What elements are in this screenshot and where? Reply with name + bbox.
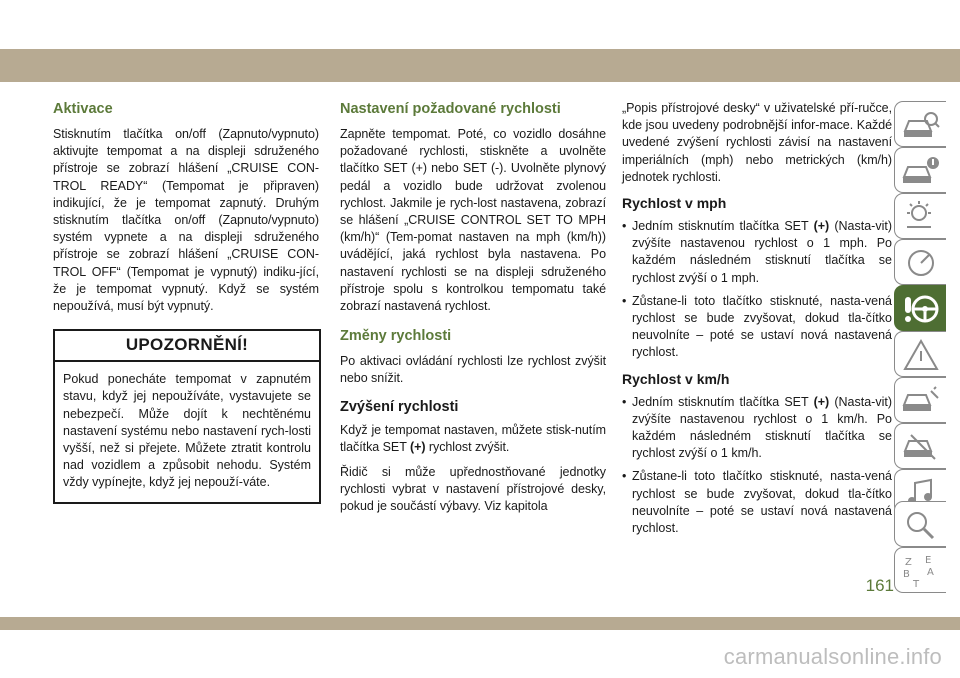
plus-label: (+)	[813, 219, 830, 234]
heading-activation: Aktivace	[53, 101, 113, 117]
tab-language-index[interactable]	[894, 547, 946, 593]
bullet: •	[622, 394, 627, 409]
page-number: 161	[865, 576, 894, 595]
text-run: Jedním stisknutím tlačítka SET	[632, 394, 814, 409]
text-run: Když je tempomat nastaven, můžete stisk-nutím tlačítka SET	[340, 422, 606, 454]
column-2	[340, 100, 606, 524]
list-item	[622, 293, 892, 362]
warning-text: Pokud ponecháte tempomat v zapnutém stavu, když jej nepoužíváte, vystavujete se nebezpečí. Může dojít k nechtěnému nastavení systému nebo nastavení rych-losti vyšší, než si přejete. Můžete ztratit kontrolu nad vozidlem a způsobit nehodu. Systém vždy vypínejte, když jej nepouží-váte.	[63, 372, 311, 490]
car-service-icon	[901, 383, 941, 419]
list-item	[622, 394, 892, 463]
car-info-icon	[901, 153, 941, 189]
bullet: •	[622, 293, 627, 308]
watermark: carmanualsonline.info	[723, 644, 942, 669]
list-item	[622, 468, 892, 537]
tab-warning-lights[interactable]	[894, 193, 946, 239]
activation-paragraph: Stisknutím tlačítka on/off (Zapnuto/vypnuto) aktivujte tempomat a na displeji sdruženého přístroje se zobrazí hlášení „CRUISE CON-TROL READY“ (Tempomat je připraven) indikující, že je tempomat zapnutý. Druhým stisknutím tlačítka on/off (Zapnuto/vypnuto) systém vypnete a na displeji sdruženého přístroje se zobrazí hlášení „CRUISE CON-TROL OFF“ (Tempomat je vypnutý) indiku-jící, že je tempomat vypnutý. Když se systém nepoužívá, musí být vypnutý.	[53, 127, 319, 314]
mph-list	[622, 218, 892, 362]
text-run: (Nasta-vit) zvýšíte nastavenou rychlost o 1 km/h. Po každém následném stisknutí tlačítka se rychlost zvýší o 1 km/h.	[632, 394, 892, 461]
tab-car-search[interactable]	[894, 101, 946, 147]
tab-car-service[interactable]	[894, 377, 946, 423]
svg-text:E: E	[925, 555, 932, 566]
set-speed-paragraph: Zapněte tempomat. Poté, co vozidlo dosáhne požadované rychlosti, stiskněte a uvolněte tlačítko SET (+) nebo SET (-). Uvolněte plynový pedál a vozidlo bude udržovat zvolenou rychlost. Jakmile je rych-lost nastavena, zobrazí se hlášení „CRUISE CONTROL SET TO MPH (km/h)“ (Tem-pomat nastaven na mph (km/h)) uvádějící, jaká rychlost byla nastavena. Po nastavení rychlosti se na displeji sdruženého přístroje spolu s kontrolkou tempomatu také zobrazí nastavená rychlost.	[340, 127, 606, 314]
heading-speed-changes: Změny rychlosti	[340, 328, 452, 345]
list-item	[622, 218, 892, 287]
text-run: (Nasta-vit) zvýšíte nastavenou rychlost o 1 mph. Po každém následném stisknutí tlačítka se rychlost zvýší o 1 mph.	[632, 219, 892, 285]
heading-set-speed: Nastavení požadované rychlosti	[340, 101, 561, 117]
bottom-band	[0, 617, 960, 630]
text-run: rychlost zvýšit.	[425, 439, 510, 454]
warning-title: UPOZORNĚNÍ!	[55, 331, 319, 362]
tab-car-info[interactable]	[894, 147, 946, 193]
warning-box	[53, 329, 321, 503]
units-paragraph-cont: „Popis přístrojové desky“ v uživatelské pří-ručce, kde jsou uvedeny podrobnější infor-mace. Každé uvedené zvýšení rychlosti závisí na nastavení imperiálních (mph) nebo metrických (km/h) jednotek rychlosti.	[622, 101, 892, 184]
column-3	[622, 100, 892, 545]
steering-wheel-icon	[901, 291, 941, 327]
text-run: Zůstane-li toto tlačítko stisknuté, nasta-vená rychlost se bude zvyšovat, dokud tla-čítko neuvolníte – poté se ustaví nová nastavená rychlost.	[632, 469, 892, 536]
gauge-icon	[901, 245, 941, 281]
roadside-warning-icon	[901, 337, 941, 373]
increase-speed-paragraph	[340, 422, 606, 456]
tab-starting-and-operating[interactable]	[894, 285, 946, 331]
text-run: Zůstane-li toto tlačítko stisknuté, nasta-vená rychlost se bude zvyšovat, dokud tla-čítko neuvolníte – poté se ustaví nová nastavená rychlost.	[632, 293, 892, 360]
column-1	[53, 100, 319, 504]
bullet: •	[622, 469, 627, 484]
kmh-list	[622, 394, 892, 538]
plus-label: (+)	[813, 394, 830, 409]
svg-text:Z: Z	[905, 557, 912, 568]
tab-warning-lights-2[interactable]	[894, 239, 946, 285]
svg-text:T: T	[913, 579, 920, 589]
bullet: •	[622, 219, 627, 234]
warning-lights-icon	[901, 199, 941, 235]
svg-text:B: B	[903, 569, 910, 580]
search-index-icon	[901, 507, 941, 543]
top-band	[0, 49, 960, 82]
svg-text:A: A	[927, 567, 934, 578]
language-index-icon	[901, 553, 941, 589]
heading-mph: Rychlost v mph	[622, 195, 727, 212]
units-paragraph: Řidič si může upřednostňované jednotky rychlosti vybrat v nastavení přístrojové desky, pokud je součástí výbavy. Viz kapitola	[340, 465, 606, 514]
tab-roadside-warning[interactable]	[894, 331, 946, 377]
car-search-icon	[901, 107, 941, 143]
plus-label: (+)	[409, 439, 426, 454]
tab-search-index[interactable]	[894, 501, 946, 547]
text-run: Jedním stisknutím tlačítka SET	[632, 219, 814, 234]
heading-kmh: Rychlost v km/h	[622, 370, 730, 387]
speed-changes-paragraph: Po aktivaci ovládání rychlosti lze rychlost zvýšit nebo snížit.	[340, 354, 606, 386]
specifications-icon	[901, 429, 941, 465]
tab-specifications[interactable]	[894, 423, 946, 469]
heading-increase-speed: Zvýšení rychlosti	[340, 398, 459, 415]
